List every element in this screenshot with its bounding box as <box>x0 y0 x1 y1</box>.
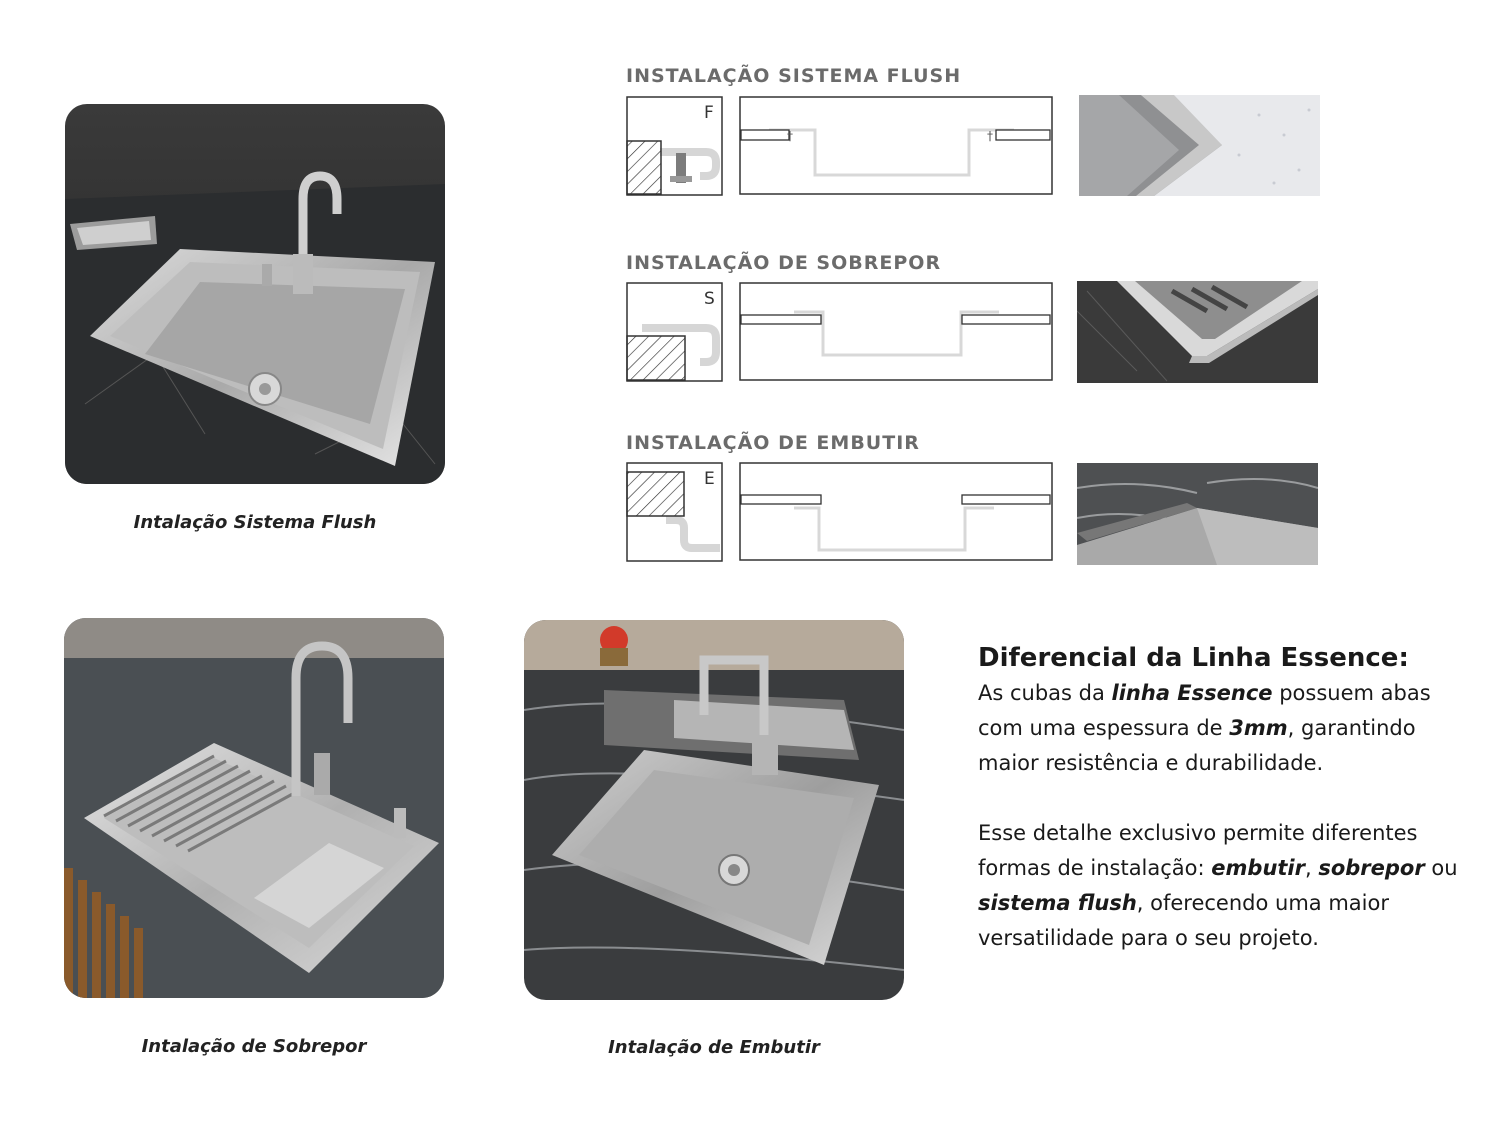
info-p1-bold-2: 3mm <box>1229 716 1288 740</box>
photo-flush-sink <box>65 104 445 484</box>
info-p2-text-2: , <box>1304 856 1319 880</box>
sobrepor-sink-image <box>64 618 444 998</box>
section-title-flush: INSTALAÇÃO SISTEMA FLUSH <box>626 65 962 87</box>
info-p1-bold-1: linha Essence <box>1111 681 1273 705</box>
diagram-embutir-profile <box>739 462 1053 562</box>
info-p1-text-2: possuem abas com uma espessura de <box>978 681 1431 740</box>
diagram-flush-profile <box>739 96 1053 196</box>
diagram-letter-f: F <box>704 103 714 123</box>
diagram-letter-s: S <box>704 289 715 309</box>
flush-sink-image <box>65 104 445 484</box>
info-paragraph-2 <box>978 816 1458 956</box>
detail-photo-sobrepor <box>1077 281 1318 383</box>
svg-text:†: † <box>787 129 793 143</box>
info-heading: Diferencial da Linha Essence: <box>978 643 1409 673</box>
caption-sobrepor: Intalação de Sobrepor <box>141 1036 367 1057</box>
svg-text:†: † <box>987 129 993 143</box>
photo-embutir-sink <box>524 620 904 1000</box>
info-p1-text-3: , garantindo maior resistência e durabilidade. <box>978 716 1416 775</box>
info-p2-text-1: Esse detalhe exclusivo permite diferentes formas de instalação: <box>978 821 1418 880</box>
caption-embutir: Intalação de Embutir <box>608 1037 820 1058</box>
info-p2-bold-3: sistema flush <box>978 891 1137 915</box>
info-p1-text-1: As cubas da <box>978 681 1112 705</box>
detail-photo-flush <box>1079 95 1320 196</box>
caption-flush: Intalação Sistema Flush <box>133 512 377 533</box>
photo-sobrepor-sink <box>64 618 444 998</box>
detail-photo-embutir <box>1077 463 1318 565</box>
diagram-letter-e: E <box>704 469 715 489</box>
diagram-sobrepor-profile <box>739 282 1053 382</box>
diagram-flush-icon <box>626 96 723 196</box>
info-p2-text-4: , oferecendo uma maior versatilidade para o seu projeto. <box>978 891 1389 950</box>
info-block <box>978 640 1458 956</box>
info-p2-bold-2: sobrepor <box>1318 856 1425 880</box>
diagram-sobrepor-icon <box>626 282 723 382</box>
section-title-sobrepor: INSTALAÇÃO DE SOBREPOR <box>626 252 942 274</box>
info-paragraph-1 <box>978 676 1458 781</box>
info-p2-text-3: ou <box>1424 856 1458 880</box>
section-title-embutir: INSTALAÇÃO DE EMBUTIR <box>626 432 920 454</box>
diagram-embutir-icon <box>626 462 723 562</box>
info-p2-bold-1: embutir <box>1211 856 1305 880</box>
embutir-sink-image <box>524 620 904 1000</box>
